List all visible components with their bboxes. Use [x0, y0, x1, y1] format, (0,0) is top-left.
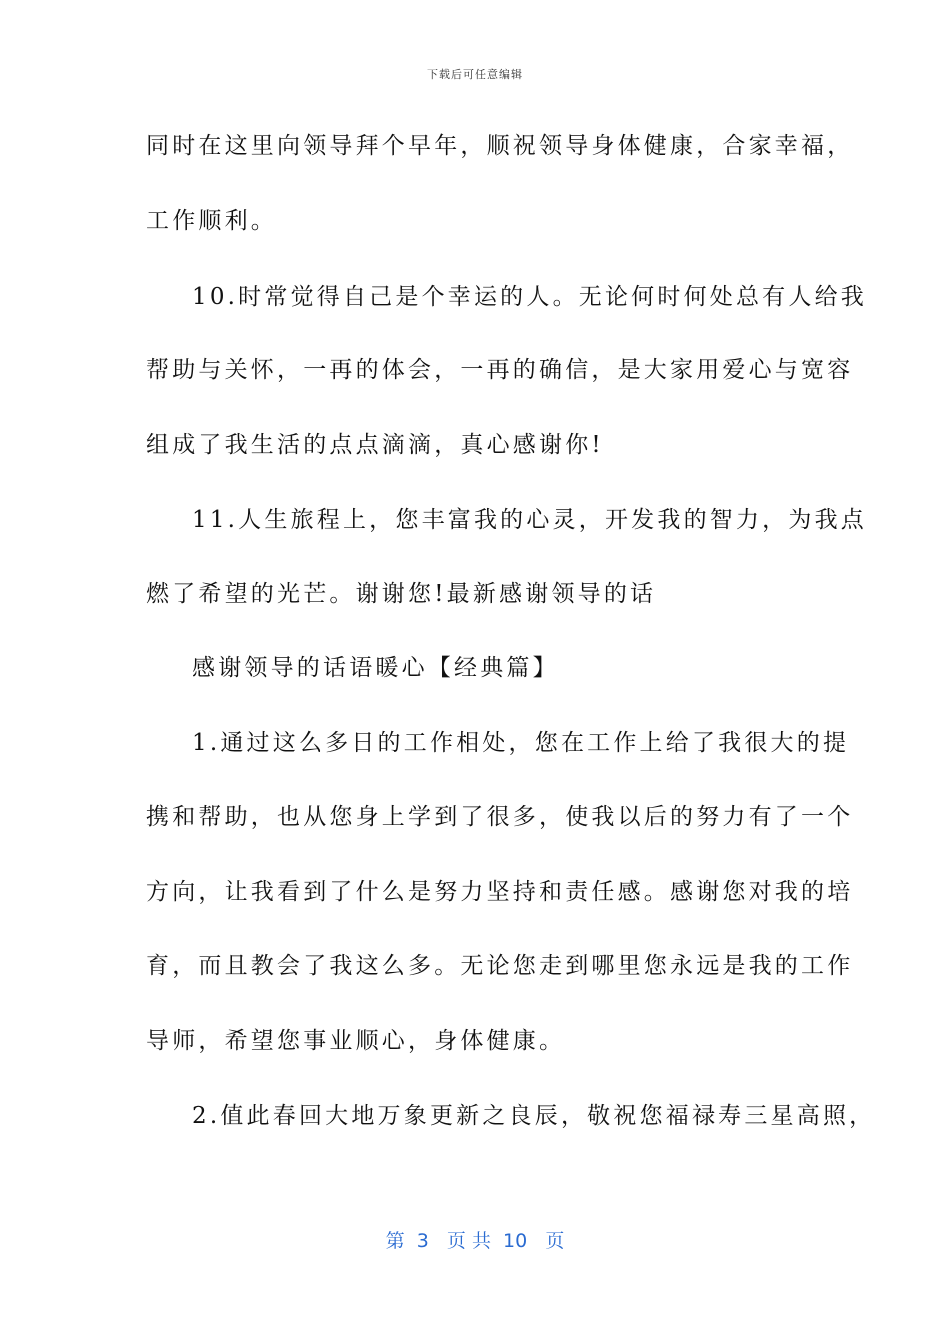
header-note: 下载后可任意编辑	[427, 68, 523, 81]
body-line: 育，而且教会了我这么多。无论您走到哪里您永远是我的工作	[146, 953, 854, 979]
section-heading: 感谢领导的话语暖心【经典篇】	[192, 655, 559, 681]
body-line: 组成了我生活的点点滴滴，真心感谢你!	[146, 432, 604, 458]
body-line: 同时在这里向领导拜个早年，顺祝领导身体健康，合家幸福，	[146, 133, 854, 159]
body-line: 帮助与关怀，一再的体会，一再的确信，是大家用爱心与宽容	[146, 357, 854, 383]
body-line: 导师，希望您事业顺心，身体健康。	[146, 1028, 566, 1054]
body-line: 11.人生旅程上，您丰富我的心灵，开发我的智力，为我点	[192, 507, 867, 533]
body-line: 燃了希望的光芒。谢谢您!最新感谢领导的话	[146, 581, 657, 607]
body-line: 携和帮助，也从您身上学到了很多，使我以后的努力有了一个	[146, 804, 854, 830]
body-line: 2.值此春回大地万象更新之良辰，敬祝您福禄寿三星高照，	[192, 1103, 876, 1129]
body-line: 10.时常觉得自己是个幸运的人。无论何时何处总有人给我	[192, 284, 867, 310]
body-line: 工作顺利。	[146, 208, 277, 234]
page-number: 第 3 页 共 10 页	[385, 1230, 565, 1252]
body-line: 方向，让我看到了什么是努力坚持和责任感。感谢您对我的培	[146, 879, 854, 905]
body-line: 1.通过这么多日的工作相处，您在工作上给了我很大的提	[192, 730, 850, 756]
